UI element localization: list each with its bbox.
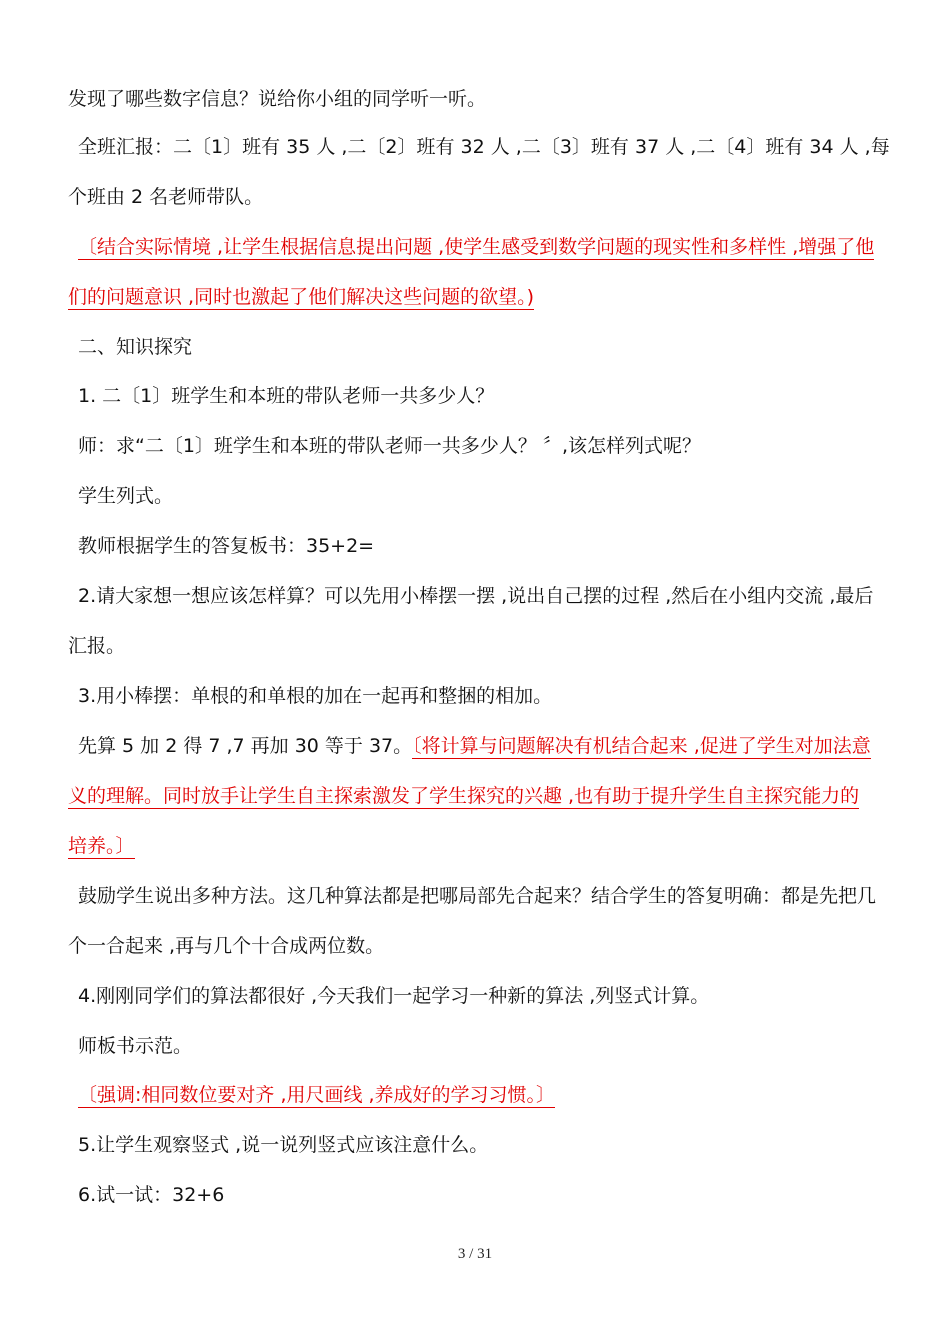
paragraph-line: [68, 933, 384, 959]
annotation-line: [68, 833, 135, 859]
paragraph-line: [78, 134, 890, 160]
paragraph-line: [68, 184, 263, 210]
red-annotation-text: 〔结合实际情境 ,让学生根据信息提出问题 ,使学生感受到数学问题的现实性和多样性 ,增强了他: [78, 236, 875, 258]
text-line: 发现了哪些数字信息？说给你小组的同学听一听。: [68, 88, 487, 110]
heading-text: 二、知识探究: [78, 336, 193, 358]
annotation-line: [68, 783, 859, 809]
text-line: 6.试一试：32+6: [78, 1184, 225, 1206]
paragraph-line: [78, 583, 873, 609]
paragraph-line: [78, 733, 871, 759]
page-number: 3 / 31: [457, 1246, 493, 1262]
paragraph-line: [68, 86, 486, 112]
red-annotation-text: 培养。〕: [68, 835, 135, 857]
text-line: 学生列式。: [78, 485, 174, 507]
text-line: 师板书示范。: [78, 1035, 193, 1057]
section-heading: [78, 334, 192, 360]
text-line: 4.刚刚同学们的算法都很好 ,今天我们一起学习一种新的算法 ,列竖式计算。: [78, 985, 710, 1007]
paragraph-line: [78, 383, 494, 409]
paragraph-line: [68, 633, 125, 659]
paragraph-line: [78, 883, 876, 909]
red-annotation-text: 〔将计算与问题解决有机结合起来 ,促进了学生对加法意: [412, 735, 871, 757]
text-line: 汇报。: [68, 635, 126, 657]
red-annotation-text: 〔强调:相同数位要对齐 ,用尺画线 ,养成好的学习习惯。〕: [78, 1084, 556, 1106]
text-line: 先算 5 加 2 得 7 ,7 再加 30 等于 37。: [78, 735, 413, 757]
text-line: 2.请大家想一想应该怎样算？可以先用小棒摆一摆 ,说出自己摆的过程 ,然后在小组内交流 ,最后: [78, 585, 874, 607]
paragraph-line: [78, 1182, 224, 1208]
text-line: 教师根据学生的答复板书：35+2=: [78, 535, 375, 557]
text-line: 鼓励学生说出多种方法。这几种算法都是把哪局部先合起来？结合学生的答复明确：都是先把几: [78, 885, 877, 907]
text-line: 1. 二〔1〕班学生和本班的带队老师一共多少人？: [78, 385, 495, 407]
text-line: 3.用小棒摆：单根的和单根的加在一起再和整捆的相加。: [78, 685, 553, 707]
paragraph-line: [78, 983, 709, 1009]
red-annotation-text: 们的问题意识 ,同时也激起了他们解决这些问题的欲望。): [68, 286, 534, 308]
annotation-line: [78, 1082, 555, 1108]
paragraph-line: [78, 1132, 488, 1158]
paragraph-line: [78, 1033, 192, 1059]
annotation-line: [78, 234, 874, 260]
paragraph-line: [78, 483, 173, 509]
text-line: 个一合起来 ,再与几个十合成两位数。: [68, 935, 385, 957]
paragraph-line: [78, 683, 552, 709]
text-line: 5.让学生观察竖式 ,说一说列竖式应该注意什么。: [78, 1134, 489, 1156]
annotation-line: [68, 284, 534, 310]
paragraph-line: [78, 533, 374, 559]
text-line: 师：求“二〔1〕班学生和本班的带队老师一共多少人？ 〞,该怎样列式呢？: [78, 435, 702, 457]
red-annotation-text: 义的理解。同时放手让学生自主探索激发了学生探究的兴趣 ,也有助于提升学生自主探究能力的: [68, 785, 860, 807]
text-line: 个班由 2 名老师带队。: [68, 186, 264, 208]
paragraph-line: [78, 433, 701, 459]
text-line: 全班汇报：二〔1〕班有 35 人 ,二〔2〕班有 32 人 ,二〔3〕班有 37 人 ,二〔4〕班有 34 人 ,每: [78, 136, 890, 158]
